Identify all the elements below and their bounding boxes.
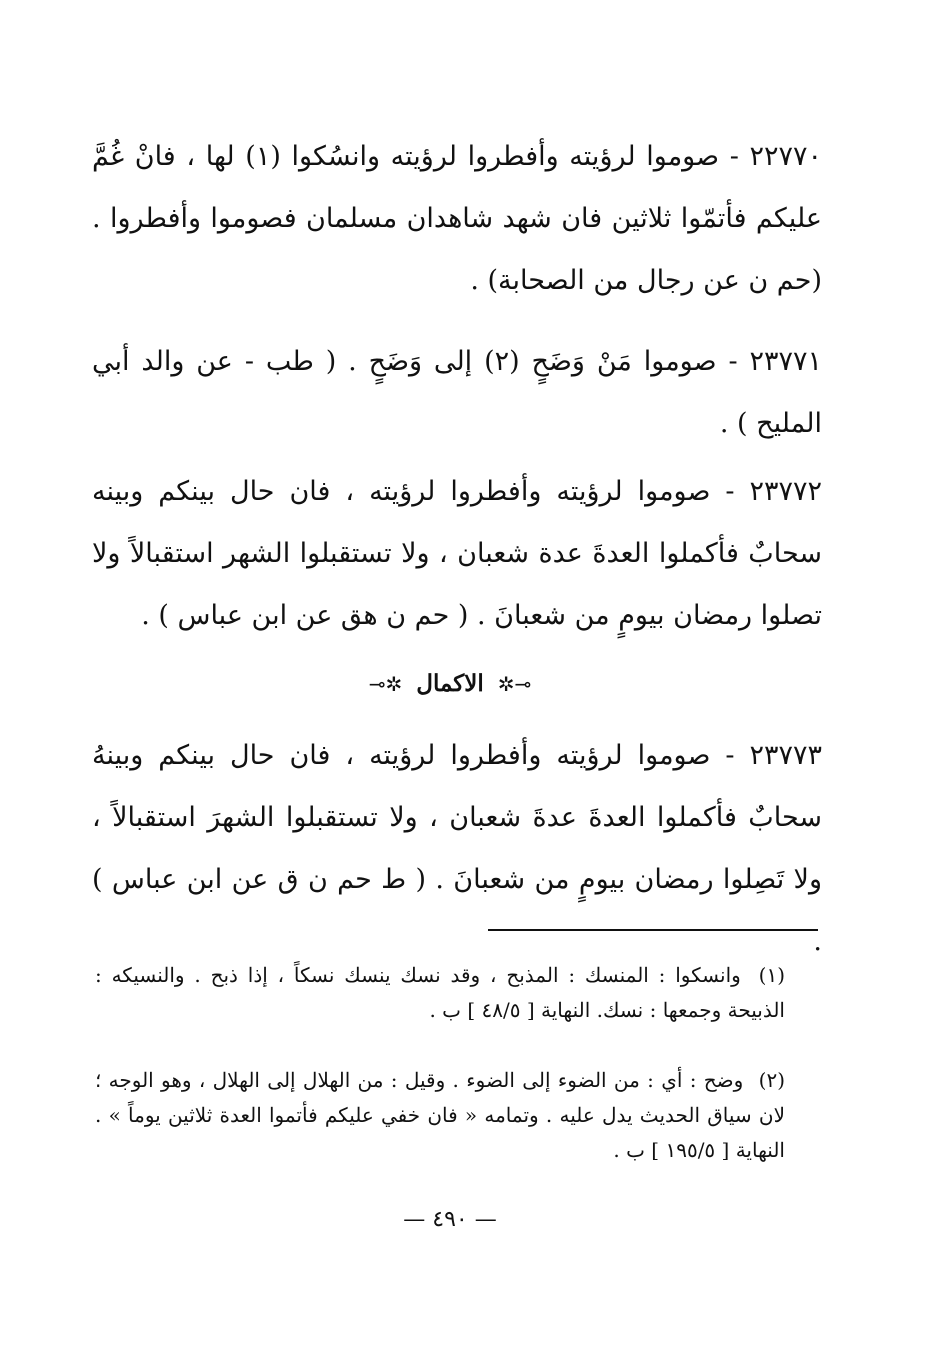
ornament-left-icon: ✲⟜ xyxy=(368,672,403,696)
hadith-number: ٢٣٧٧٣ xyxy=(749,740,822,771)
ornament-right-icon: ⊸✲ xyxy=(497,672,532,696)
footnote-text: وضح : أي : من الضوء إلى الضوء . وقيل : من الهلال إلى الهلال ، وهو الوجه ؛ لان سياق الحديث يدل عليه . وتمامه « فان خفي عليكم فأتموا العدة ثلاثين يوماً » . النهاية [ ١٩٥/٥ ] ب . xyxy=(95,1068,785,1162)
hadith-entry xyxy=(92,126,822,312)
hadith-text: - صوموا لرؤيته وأفطروا لرؤيته ، فان حال بينكم وبينهُ سحابٌ فأكملوا العدةَ عدةَ شعبان ، ولا تستقبلوا الشهرَ استقبالاً ، ولا تَصِلوا رمضان بيومٍ من شعبانَ . ( ط حم ن ق عن ابن عباس ) . xyxy=(92,740,822,957)
section-heading xyxy=(0,664,900,704)
hadith-entry xyxy=(92,725,822,973)
footnote-text: وانسكوا : المنسك : المذبح ، وقد نسك ينسك نسكاً ، إذا ذبح . والنسيكه : الذبيحة وجمعها : نسك. النهاية [ ٤٨/٥ ] ب . xyxy=(95,963,785,1022)
hadith-number: ٢٣٧٧١ xyxy=(749,346,822,377)
hadith-text: - صوموا مَنْ وَضَحٍ (٢) إلى وَضَحٍ . ( طب - عن والد أبي المليح ) . xyxy=(92,346,822,439)
hadith-text: - صوموا لرؤيته وأفطروا لرؤيته وانسُكوا (١) لها ، فانْ غُمَّ عليكم فأتمّوا ثلاثين فان شهد شاهدان مسلمان فصوموا وأفطروا . (حم ن عن رجال من الصحابة) . xyxy=(92,141,822,296)
page-number: — ٤٩٠ — xyxy=(403,1207,497,1232)
hadith-number: ٢٣٧٧٢ xyxy=(749,476,822,507)
section-title-text: الاكمال xyxy=(416,670,484,697)
footnote xyxy=(95,958,785,1028)
hadith-text: - صوموا لرؤيته وأفطروا لرؤيته ، فان حال بينكم وبينه سحابٌ فأكملوا العدةَ عدة شعبان ، ولا تستقبلوا الشهر استقبالاً ولا تصلوا رمضان بيومٍ من شعبانَ . ( حم ن هق عن ابن عباس ) . xyxy=(92,476,822,631)
footnote-marker: (٢) xyxy=(758,1068,786,1092)
footnote-marker: (١) xyxy=(758,963,785,987)
hadith-entry xyxy=(92,461,822,647)
hadith-entry xyxy=(92,331,822,455)
footnote xyxy=(95,1063,785,1168)
footnote-divider xyxy=(488,929,818,931)
hadith-number: ٢٢٧٧٠ xyxy=(749,141,822,172)
